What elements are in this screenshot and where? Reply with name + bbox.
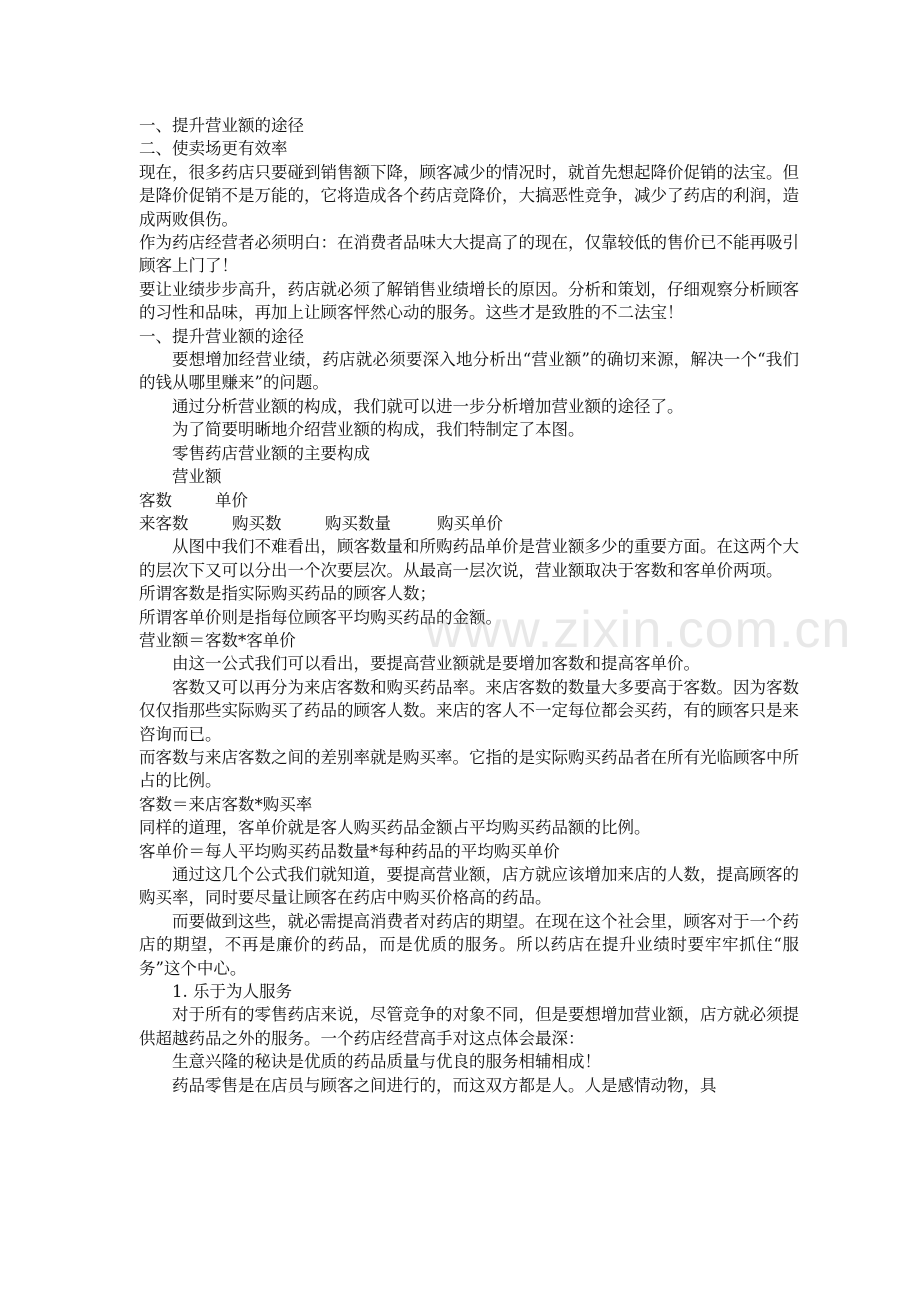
section-heading-1: 1. 乐于为人服务: [172, 982, 292, 1002]
diagram-node-visitors: 来客数: [139, 513, 189, 533]
diagram-node-purchases: 购买数: [232, 513, 282, 533]
paragraph-10: 由这一公式我们可以看出，要提高营业额就是要增加客数和提高客单价。: [172, 654, 700, 674]
paragraph-15: 而要做到这些，就必需提高消费者对药店的期望。在现在这个社会里，顾客对于一个药店的期望，不再是廉价的药品，而是优质的服务。所以药店在提升业绩时要牢牢抓住“服务”这个中心。: [139, 911, 799, 978]
paragraph-5: 通过分析营业额的构成，我们就可以进一步分析增加营业额的途径了。: [172, 396, 684, 416]
paragraph-12: 而客数与来店客数之间的差别率就是购买率。它指的是实际购买药品者在所有光临顾客中所占的比例。: [139, 747, 799, 791]
heading-3: 一、提升营业额的途径: [139, 326, 304, 346]
paragraph-7: 从图中我们不难看出，顾客数量和所购药品单价是营业额多少的重要方面。在这两个大的层次下又可以分出一个次要层次。从最高一层次说，营业额取决于客数和客单价两项。: [139, 537, 799, 580]
paragraph-6: 为了简要明晰地介绍营业额的构成，我们特制定了本图。: [172, 420, 585, 440]
paragraph-16: 对于所有的零售药店来说，尽管竞争的对象不同，但是要想增加营业额，店方就必须提供超越药品之外的服务。一个药店经营高手对这点体会最深：: [139, 1005, 799, 1048]
formula-2: 客数＝来店客数*购买率: [139, 794, 313, 814]
paragraph-4: 要想增加经营业绩，药店就必须要深入地分析出“营业额”的确切来源，解决一个“我们的钱从哪里赚来”的问题。: [139, 350, 799, 393]
diagram-node-quantity: 购买数量: [325, 513, 391, 533]
diagram-title: 零售药店营业额的主要构成: [172, 443, 370, 463]
heading-1: 一、提升营业额的途径: [139, 116, 304, 135]
paragraph-13: 同样的道理，客单价就是客人购买药品金额占平均购买药品额的比例。: [139, 818, 651, 838]
formula-3: 客单价＝每人平均购买药品数量*每种药品的平均购买单价: [139, 841, 560, 861]
paragraph-18: 药品零售是在店员与顾客之间进行的，而这双方都是人。人是感情动物，具: [172, 1075, 717, 1095]
paragraph-1: 现在，很多药店只要碰到销售额下降，顾客减少的情况时，就首先想起降价促销的法宝。但是降价促销不是万能的，它将造成各个药店竞降价，大搞恶性竞争，减少了药店的利润，造成两败俱伤。: [139, 162, 799, 229]
diagram-level-2: [139, 489, 799, 512]
paragraph-9: 所谓客单价则是指每位顾客平均购买药品的金额。: [139, 607, 502, 627]
diagram-node-item-price: 购买单价: [437, 513, 503, 533]
paragraph-11: 客数又可以再分为来店客数和购买药品率。来店客数的数量大多要高于客数。因为客数仅仅指那些实际购买了药品的顾客人数。来店的客人不一定每位都会买药，有的顾客只是来咨询而已。: [139, 677, 799, 744]
document-body: [139, 114, 799, 1097]
paragraph-3: 要让业绩步步高升，药店就必须了解销售业绩增长的原因。分析和策划，仔细观察分析顾客的习性和品味，再加上让顾客怦然心动的服务。这些才是致胜的不二法宝！: [139, 279, 799, 323]
paragraph-14: 通过这几个公式我们就知道，要提高营业额，店方就应该增加来店的人数，提高顾客的购买率，同时要尽量让顾客在药店中购买价格高的药品。: [139, 865, 799, 908]
paragraph-2: 作为药店经营者必须明白：在消费者品味大大提高了的现在，仅靠较低的售价已不能再吸引顾客上门了！: [139, 233, 799, 276]
paragraph-17: 生意兴隆的秘诀是优质的药品质量与优良的服务相辅相成！: [172, 1052, 601, 1072]
diagram-node-customers: 客数: [139, 490, 172, 510]
heading-2: 二、使卖场更有效率: [139, 139, 288, 159]
diagram-node-unit-price: 单价: [215, 490, 248, 510]
paragraph-8: 所谓客数是指实际购买药品的顾客人数；: [139, 584, 436, 604]
diagram-level-3: [139, 512, 799, 535]
diagram-level-1: 营业额: [172, 467, 222, 487]
formula-1: 营业额＝客数*客单价: [139, 630, 296, 650]
watermark: www.zixin.com.cn: [425, 601, 852, 659]
